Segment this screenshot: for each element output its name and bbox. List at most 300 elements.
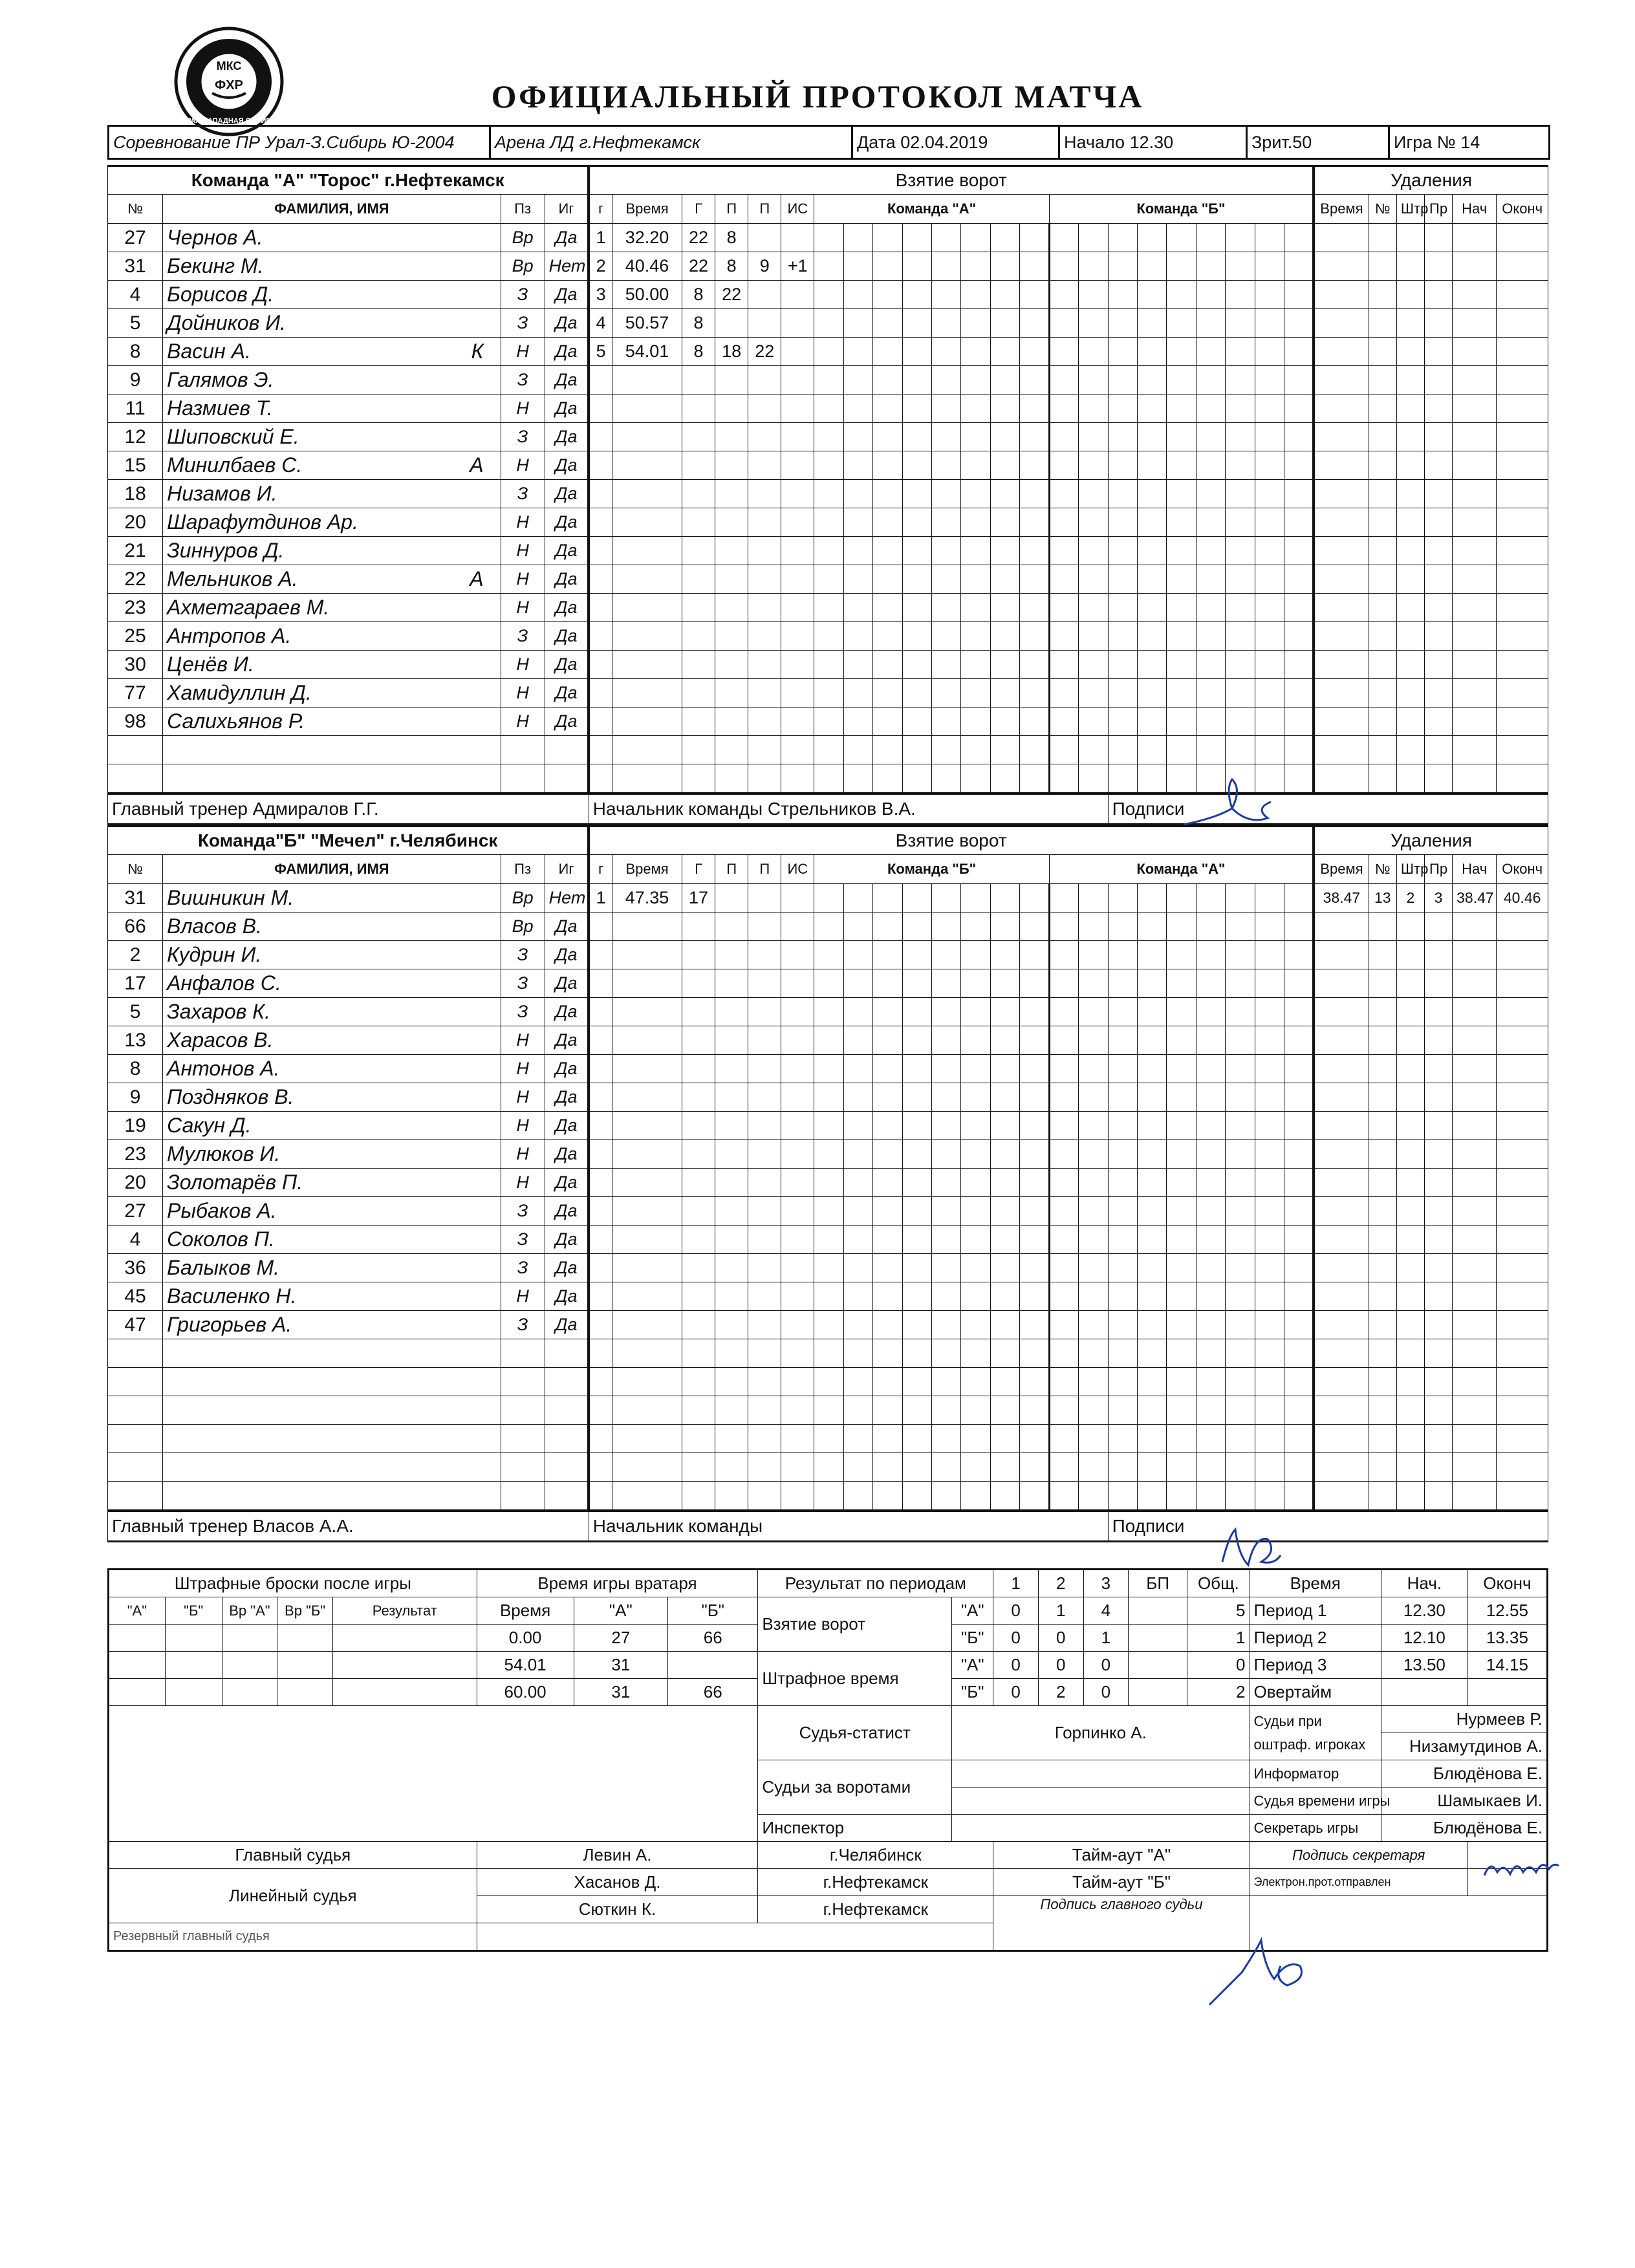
- team-b-penalty-end: 40.46: [1497, 884, 1548, 913]
- team-a-player-plays: Да: [545, 679, 589, 707]
- team-a-penalty-start: [1453, 622, 1497, 651]
- team-b-grid-cell: [873, 1112, 902, 1140]
- team-b-penalty-player: [1369, 1226, 1396, 1254]
- team-a-player-position: Н: [501, 707, 545, 736]
- team-b-grid-cell: [873, 1311, 902, 1339]
- team-b-penalty-start: [1453, 1197, 1497, 1226]
- team-b-grid-cell: [961, 1254, 990, 1282]
- team-a-col-pen-shtr: Штр: [1396, 195, 1424, 224]
- team-b-goal-number: [589, 1482, 612, 1511]
- team-b-player-number: 31: [108, 884, 163, 913]
- team-b-penalty-minutes: [1396, 1254, 1424, 1282]
- team-a-col-g: г: [589, 195, 612, 224]
- goals-b-p3: 1: [1083, 1625, 1129, 1652]
- team-a-penalty-minutes: [1396, 565, 1424, 594]
- gk-row-3-a: 31: [574, 1679, 668, 1706]
- team-a-goal-assist-1: 18: [715, 338, 748, 366]
- team-a-grid-cell: [1196, 281, 1225, 309]
- team-a-grid-cell: [961, 224, 990, 252]
- team-b-player-plays: Да: [545, 1169, 589, 1197]
- team-b-grid-cell: [1020, 913, 1049, 941]
- team-b-penalty-reason: [1425, 1169, 1453, 1197]
- team-b-player-row: [108, 1453, 1548, 1482]
- team-a-grid-cell: [1255, 281, 1284, 309]
- team-b-penalty-time: 38.47: [1314, 884, 1369, 913]
- team-b-grid-cell: [814, 1140, 843, 1169]
- team-b-goal-situation: [781, 1254, 814, 1282]
- team-b-grid-cell: [1138, 998, 1167, 1026]
- team-b-grid-cell: [990, 1026, 1019, 1055]
- team-b-grid-cell: [990, 1226, 1019, 1254]
- team-b-goal-assist-1: [715, 1140, 748, 1169]
- team-b-grid-cell: [1079, 1140, 1108, 1169]
- team-b-penalty-start: [1453, 1169, 1497, 1197]
- team-a-player-row: [108, 565, 1548, 594]
- pim-a-ot: [1129, 1652, 1187, 1679]
- team-b-penalty-time: [1314, 1055, 1369, 1083]
- team-b-goal-assist-1: [715, 1311, 748, 1339]
- team-b-grid-cell: [1255, 1083, 1284, 1112]
- team-a-player-position: Вр: [501, 252, 545, 281]
- team-a-player-row: [108, 651, 1548, 679]
- team-a-grid-cell: [1196, 252, 1225, 281]
- team-b-player-name: [163, 941, 501, 969]
- team-b-grid-cell: [902, 1482, 931, 1511]
- team-b-grid-cell: [1226, 969, 1255, 998]
- team-b-player-plays: Да: [545, 1282, 589, 1311]
- team-a-grid-cell: [1196, 338, 1225, 366]
- team-a-grid-cell: [873, 679, 902, 707]
- team-a-grid-cell: [1049, 451, 1078, 480]
- team-a-goal-time: [612, 622, 682, 651]
- team-b-penalty-time: [1314, 1482, 1369, 1511]
- team-a-grid-cell: [814, 651, 843, 679]
- team-a-goal-situation: [781, 565, 814, 594]
- team-b-goal-time: [612, 1083, 682, 1112]
- team-a-grid-cell: [932, 679, 961, 707]
- team-b-grid-cell: [1284, 1197, 1314, 1226]
- team-b-penalty-reason: [1425, 1311, 1453, 1339]
- team-a-goal-situation: [781, 451, 814, 480]
- team-b-grid-cell: [814, 1026, 843, 1055]
- team-b-goal-assist-2: [748, 1482, 781, 1511]
- team-a-grid-cell: [873, 508, 902, 537]
- team-a-penalty-end: [1497, 451, 1548, 480]
- team-a-grid-cell: [1079, 736, 1108, 764]
- team-a-player-name: [163, 338, 501, 366]
- team-a-penalty-time: [1314, 707, 1369, 736]
- team-a-penalty-time: [1314, 224, 1369, 252]
- team-b-grid-cell: [1226, 1140, 1255, 1169]
- team-a-grid-cell: [814, 480, 843, 508]
- team-a-grid-cell: [1196, 508, 1225, 537]
- team-b-grid-cell: [932, 1112, 961, 1140]
- team-a-goal-situation: [781, 224, 814, 252]
- team-b-grid-cell: [843, 1482, 872, 1511]
- team-a-grid-cell: [1167, 565, 1196, 594]
- team-b-grid-cell: [1108, 1226, 1137, 1254]
- team-a-player-plays: Да: [545, 394, 589, 423]
- team-b-grid-cell: [1049, 1026, 1078, 1055]
- team-b-grid-cell: [1255, 1339, 1284, 1368]
- team-a-grid-cell: [902, 707, 931, 736]
- team-a-grid-cell: [1255, 394, 1284, 423]
- team-a-player-name: [163, 736, 501, 764]
- team-b-penalty-player: [1369, 1197, 1396, 1226]
- team-b-player-position: [501, 1482, 545, 1511]
- team-a-player-row: [108, 622, 1548, 651]
- team-a-penalty-minutes: [1396, 338, 1424, 366]
- team-a-goal-number: [589, 565, 612, 594]
- team-b-grid-cell: [1255, 969, 1284, 998]
- team-b-penalty-reason: [1425, 1055, 1453, 1083]
- team-b-goal-assist-1: [715, 1055, 748, 1083]
- team-b-goal-situation: [781, 1453, 814, 1482]
- team-a-team-title: Команда "А" "Торос" г.Нефтекамск: [108, 166, 589, 195]
- team-b-grid-cell: [1108, 1140, 1137, 1169]
- team-a-grid-cell: [1108, 451, 1137, 480]
- team-b-grid-cell: [990, 941, 1019, 969]
- team-a-grid-cell: [990, 394, 1019, 423]
- team-b-grid-cell: [932, 1311, 961, 1339]
- team-b-grid-cell: [961, 1453, 990, 1482]
- team-a-goal-scorer: [682, 707, 715, 736]
- team-b-player-position: [501, 1425, 545, 1453]
- team-a-grid-cell: [873, 764, 902, 794]
- team-a-goal-situation: [781, 480, 814, 508]
- team-a-grid-cell: [1167, 622, 1196, 651]
- team-a-penalty-time: [1314, 764, 1369, 794]
- team-a-grid-cell: [932, 224, 961, 252]
- team-b-penalty-reason: [1425, 1482, 1453, 1511]
- team-a-player-name: [163, 565, 501, 594]
- team-b-penalty-player: [1369, 1140, 1396, 1169]
- team-a-player-captain-mark: А: [470, 567, 484, 590]
- team-b-penalty-end: [1497, 1055, 1548, 1083]
- team-a-penalty-player: [1369, 451, 1396, 480]
- team-b-player-row: [108, 884, 1548, 913]
- team-b-goal-scorer: [682, 913, 715, 941]
- team-b-player-name-text: Харасов В.: [167, 1028, 274, 1052]
- team-a-goal-number: [589, 423, 612, 451]
- gk-row-2-b: [668, 1652, 758, 1679]
- team-a-grid-cell: [873, 451, 902, 480]
- team-a-grid-cell: [1138, 451, 1167, 480]
- team-b-grid-cell: [1079, 1226, 1108, 1254]
- team-a-grid-cell: [1284, 480, 1314, 508]
- team-b-player-number: [108, 1453, 163, 1482]
- team-a-grid-cell: [843, 537, 872, 565]
- team-a-penalty-minutes: [1396, 224, 1424, 252]
- team-a-grid-cell: [1020, 707, 1049, 736]
- team-a-grid-cell: [1079, 394, 1108, 423]
- team-a-grid-cell: [814, 736, 843, 764]
- team-a-grid-cell: [1284, 764, 1314, 794]
- team-a-grid-cell: [1226, 366, 1255, 394]
- team-a-grid-cell: [1020, 679, 1049, 707]
- team-b-penalty-minutes: [1396, 1112, 1424, 1140]
- team-b-grid-cell: [1108, 1169, 1137, 1197]
- main-referee-signature-label: Подпись главного судьи: [993, 1896, 1250, 1951]
- team-a-penalty-reason: [1425, 423, 1453, 451]
- team-a-grid-cell: [873, 736, 902, 764]
- team-a-goal-number: [589, 451, 612, 480]
- team-b-grid-cell: [1284, 884, 1314, 913]
- team-b-penalty-player: [1369, 969, 1396, 998]
- team-a-grid-cell: [1196, 651, 1225, 679]
- team-a-grid-cell: [1167, 394, 1196, 423]
- competition: Соревнование ПР Урал-З.Сибирь Ю-2004: [109, 126, 490, 159]
- team-a-grid-cell: [1020, 423, 1049, 451]
- team-b-player-number: 66: [108, 913, 163, 941]
- team-b-player-position: З: [501, 1226, 545, 1254]
- team-b-grid-cell: [1020, 1311, 1049, 1339]
- team-a-penalty-player: [1369, 508, 1396, 537]
- team-a-grid-cell: [1079, 252, 1108, 281]
- timekeeper: Шамыкаев И.: [1381, 1787, 1547, 1815]
- goals-a-p1: 0: [993, 1597, 1039, 1625]
- team-a-penalty-time: [1314, 451, 1369, 480]
- shootout-title: Штрафные броски после игры: [109, 1570, 477, 1597]
- team-b-player-row: [108, 1396, 1548, 1425]
- team-a-grid-cell: [873, 707, 902, 736]
- team-b-grid-cell: [814, 1226, 843, 1254]
- team-a-player-row: [108, 309, 1548, 338]
- team-b-grid-cell: [1020, 1453, 1049, 1482]
- team-b-player-position: З: [501, 998, 545, 1026]
- protocol-sheet: [107, 125, 1548, 1952]
- team-a-grid-cell: [990, 451, 1019, 480]
- team-b-penalty-minutes: [1396, 913, 1424, 941]
- team-a-penalty-start: [1453, 480, 1497, 508]
- team-b-player-name: [163, 1282, 501, 1311]
- team-b-section: [107, 825, 1548, 1542]
- team-a-player-number: 77: [108, 679, 163, 707]
- team-a-goal-situation: [781, 679, 814, 707]
- team-a-grid-cell: [1196, 366, 1225, 394]
- period-col-2: 2: [1038, 1570, 1083, 1597]
- team-a-grid-cell: [1284, 679, 1314, 707]
- team-a-penalty-minutes: [1396, 537, 1424, 565]
- team-b-grid-cell: [1196, 1425, 1225, 1453]
- team-a-player-position: Н: [501, 394, 545, 423]
- team-b-grid-cell: [902, 969, 931, 998]
- goals-a-p2: 1: [1038, 1597, 1083, 1625]
- team-b-col-p1: П: [715, 855, 748, 884]
- team-a-penalty-time: [1314, 281, 1369, 309]
- team-a-goal-assist-2: 9: [748, 252, 781, 281]
- team-a-player-number: 22: [108, 565, 163, 594]
- team-a-team-manager: Начальник команды Стрельников В.А.: [589, 794, 1108, 825]
- team-b-grid-cell: [1196, 1368, 1225, 1396]
- team-b-grid-cell: [1196, 1282, 1225, 1311]
- team-a-grid-cell: [1284, 736, 1314, 764]
- gk-col-b: "Б": [668, 1597, 758, 1625]
- team-b-grid-cell: [843, 998, 872, 1026]
- team-b-grid-cell: [990, 1453, 1019, 1482]
- gk-row-2-a: 31: [574, 1652, 668, 1679]
- team-a-penalty-end: [1497, 338, 1548, 366]
- team-b-penalty-time: [1314, 1112, 1369, 1140]
- team-a-goal-time: [612, 366, 682, 394]
- team-a-grid-cell: [1020, 451, 1049, 480]
- team-b-penalty-reason: [1425, 1112, 1453, 1140]
- team-a-goal-situation: [781, 309, 814, 338]
- team-a-penalty-reason: [1425, 224, 1453, 252]
- main-referee-city: г.Челябинск: [758, 1842, 993, 1869]
- team-a-grid-cell: [843, 338, 872, 366]
- team-a-player-position: Вр: [501, 224, 545, 252]
- team-a-goal-assist-1: [715, 394, 748, 423]
- team-b-goal-scorer: [682, 1368, 715, 1396]
- team-b-player-position: Вр: [501, 884, 545, 913]
- team-b-grid-cell: [873, 1026, 902, 1055]
- team-b-player-plays: [545, 1453, 589, 1482]
- period-3-name: Период 3: [1250, 1652, 1381, 1679]
- team-b-penalty-minutes: [1396, 1169, 1424, 1197]
- team-a-goal-scorer: 22: [682, 224, 715, 252]
- team-b-grid-cell: [1138, 884, 1167, 913]
- team-b-penalty-reason: [1425, 1083, 1453, 1112]
- team-b-penalty-minutes: [1396, 1368, 1424, 1396]
- team-b-grid-cell: [1049, 1453, 1078, 1482]
- team-b-grid-cell: [1079, 1197, 1108, 1226]
- team-b-goal-assist-1: [715, 1482, 748, 1511]
- team-b-penalty-time: [1314, 1254, 1369, 1282]
- team-b-player-plays: Да: [545, 998, 589, 1026]
- team-b-grid-cell: [1138, 1083, 1167, 1112]
- team-b-grid-cell: [1284, 1055, 1314, 1083]
- team-b-grid-cell: [990, 1396, 1019, 1425]
- team-a-player-position: Н: [501, 651, 545, 679]
- team-a-grid-cell: [990, 594, 1019, 622]
- team-b-grid-cell: [814, 1112, 843, 1140]
- team-b-grid-cell: [873, 1482, 902, 1511]
- team-b-grid-cell: [814, 1282, 843, 1311]
- team-b-player-position: Вр: [501, 913, 545, 941]
- team-b-grid-cell: [902, 998, 931, 1026]
- team-b-goal-time: [612, 1197, 682, 1226]
- team-a-goal-scorer: [682, 565, 715, 594]
- team-a-penalty-time: [1314, 508, 1369, 537]
- team-b-player-name: [163, 1083, 501, 1112]
- team-a-grid-cell: [1049, 281, 1078, 309]
- team-b-grid-cell: [932, 1197, 961, 1226]
- team-a-grid-cell: [843, 764, 872, 794]
- team-a-penalty-time: [1314, 651, 1369, 679]
- team-b-grid-cell: [990, 1282, 1019, 1311]
- team-b-player-row: [108, 1368, 1548, 1396]
- team-a-player-name: [163, 764, 501, 794]
- team-b-player-plays: Да: [545, 1226, 589, 1254]
- team-b-grid-cell: [1167, 1140, 1196, 1169]
- team-a-grid-cell: [1108, 224, 1137, 252]
- team-a-grid-cell: [843, 224, 872, 252]
- team-a-player-name: [163, 394, 501, 423]
- team-b-grid-cell: [1049, 969, 1078, 998]
- team-a-goal-scorer: [682, 679, 715, 707]
- team-a-goal-situation: [781, 764, 814, 794]
- team-a-grid-cell: [932, 594, 961, 622]
- team-a-grid-cell: [1079, 281, 1108, 309]
- team-b-player-position: З: [501, 969, 545, 998]
- team-a-grid-cell: [1255, 366, 1284, 394]
- team-b-grid-cell: [1020, 1140, 1049, 1169]
- team-b-grid-cell: [961, 1368, 990, 1396]
- team-a-grid-cell: [1284, 224, 1314, 252]
- team-a-player-name-text: Васин А.: [167, 340, 251, 363]
- team-b-penalty-player: [1369, 1026, 1396, 1055]
- team-b-grid-cell: [814, 1425, 843, 1453]
- team-b-grid-cell: [1167, 1226, 1196, 1254]
- team-b-goal-time: [612, 1368, 682, 1396]
- secretary-label: Секретарь игры: [1250, 1815, 1381, 1842]
- gk-row-1-b: 66: [668, 1625, 758, 1652]
- team-a-player-name-text: Мельников А.: [167, 567, 298, 590]
- team-b-penalty-end: [1497, 1311, 1548, 1339]
- team-a-grid-cell: [1079, 764, 1108, 794]
- team-a-penalty-player: [1369, 622, 1396, 651]
- team-b-player-name-text: Соколов П.: [167, 1227, 275, 1251]
- team-a-grid-cell: [1196, 707, 1225, 736]
- team-a-grid-cell: [1284, 338, 1314, 366]
- team-a-player-name-text: Салихьянов Р.: [167, 709, 305, 733]
- team-a-goal-assist-2: [748, 309, 781, 338]
- team-a-grid-cell: [814, 394, 843, 423]
- team-a-player-row: [108, 281, 1548, 309]
- team-a-grid-cell: [1226, 394, 1255, 423]
- team-a-grid-cell: [1138, 594, 1167, 622]
- team-b-goal-scorer: [682, 1453, 715, 1482]
- team-a-goal-number: [589, 594, 612, 622]
- team-a-grid-cell: [843, 480, 872, 508]
- team-a-goal-scorer: [682, 537, 715, 565]
- goals-result-label: Взятие ворот: [758, 1597, 952, 1652]
- team-b-penalty-end: [1497, 1453, 1548, 1482]
- team-a-grid-cell: [814, 622, 843, 651]
- team-b-grid-cell: [1255, 1197, 1284, 1226]
- penalty-judge-2: Низамутдинов А.: [1381, 1733, 1547, 1760]
- gk-row-3-time: 60.00: [477, 1679, 574, 1706]
- team-b-grid-cell: [1196, 1226, 1225, 1254]
- team-b-penalty-end: [1497, 998, 1548, 1026]
- team-a-goal-number: [589, 679, 612, 707]
- team-b-goal-number: [589, 1368, 612, 1396]
- team-b-grid-cell: [873, 1396, 902, 1425]
- team-b-player-number: 13: [108, 1026, 163, 1055]
- team-b-grid-cell: [1049, 1311, 1078, 1339]
- team-a-grid-cell: [961, 565, 990, 594]
- team-b-grid-cell: [1138, 1396, 1167, 1425]
- team-b-grid-cell: [1020, 1169, 1049, 1197]
- team-b-grid-cell: [961, 1169, 990, 1197]
- team-b-grid-cell: [902, 1026, 931, 1055]
- team-a-grid-cell: [1108, 508, 1137, 537]
- team-b-grid-cell: [843, 1282, 872, 1311]
- team-a-grid-cell: [1079, 451, 1108, 480]
- team-a-grid-cell: [1138, 764, 1167, 794]
- team-a-grid-cell: [1284, 651, 1314, 679]
- team-b-penalty-start: [1453, 1482, 1497, 1511]
- goals-a-ot: [1129, 1597, 1187, 1625]
- team-a-grid-cell: [932, 537, 961, 565]
- team-a-player-number: 12: [108, 423, 163, 451]
- team-b-player-row: [108, 1055, 1548, 1083]
- team-a-grid-cell: [1226, 594, 1255, 622]
- team-b-penalty-player: [1369, 1425, 1396, 1453]
- team-a-player-name: [163, 252, 501, 281]
- team-a-penalty-start: [1453, 366, 1497, 394]
